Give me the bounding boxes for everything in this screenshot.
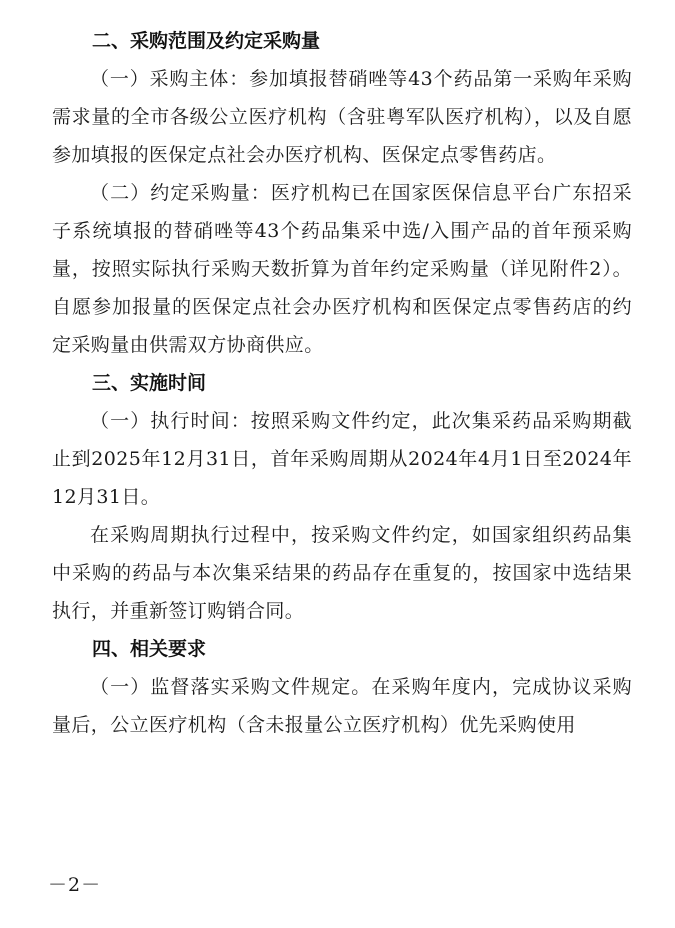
paragraph-execution-time: （一）执行时间：按照采购文件约定，此次集采药品采购期截止到2025年12月31日，首年采购周期从2024年4月1日至2024年12月31日。: [52, 410, 632, 508]
paragraph-agreed-volume: （二）约定采购量：医疗机构已在国家医保信息平台广东招采子系统填报的替硝唑等43个药品集采中选/入围产品的首年预采购量，按照实际执行采购天数折算为首年约定采购量（详见附件2）。自愿参加报量的医保定点社会办医疗机构和医保定点零售药店的约定采购量由供需双方协商供应。: [52, 182, 632, 356]
section-heading-scope: 二、采购范围及约定采购量: [92, 30, 321, 52]
document-page: [52, 22, 632, 744]
paragraph-duplication-rule: 在采购周期执行过程中，按采购文件约定，如国家组织药品集中采购的药品与本次集采结果的药品存在重复的，按国家中选结果执行，并重新签订购销合同。: [52, 524, 632, 622]
section-heading-requirements: 四、相关要求: [92, 638, 207, 660]
paragraph-purchasing-entity: （一）采购主体：参加填报替硝唑等43个药品第一采购年采购需求量的全市各级公立医疗机构（含驻粤军队医疗机构），以及自愿参加填报的医保定点社会办医疗机构、医保定点零售药店。: [52, 68, 632, 166]
section-heading-schedule: 三、实施时间: [92, 372, 207, 394]
paragraph-supervision: （一）监督落实采购文件规定。在采购年度内，完成协议采购量后，公立医疗机构（含未报量公立医疗机构）优先采购使用: [52, 676, 632, 736]
page-number: －2－: [48, 874, 102, 896]
